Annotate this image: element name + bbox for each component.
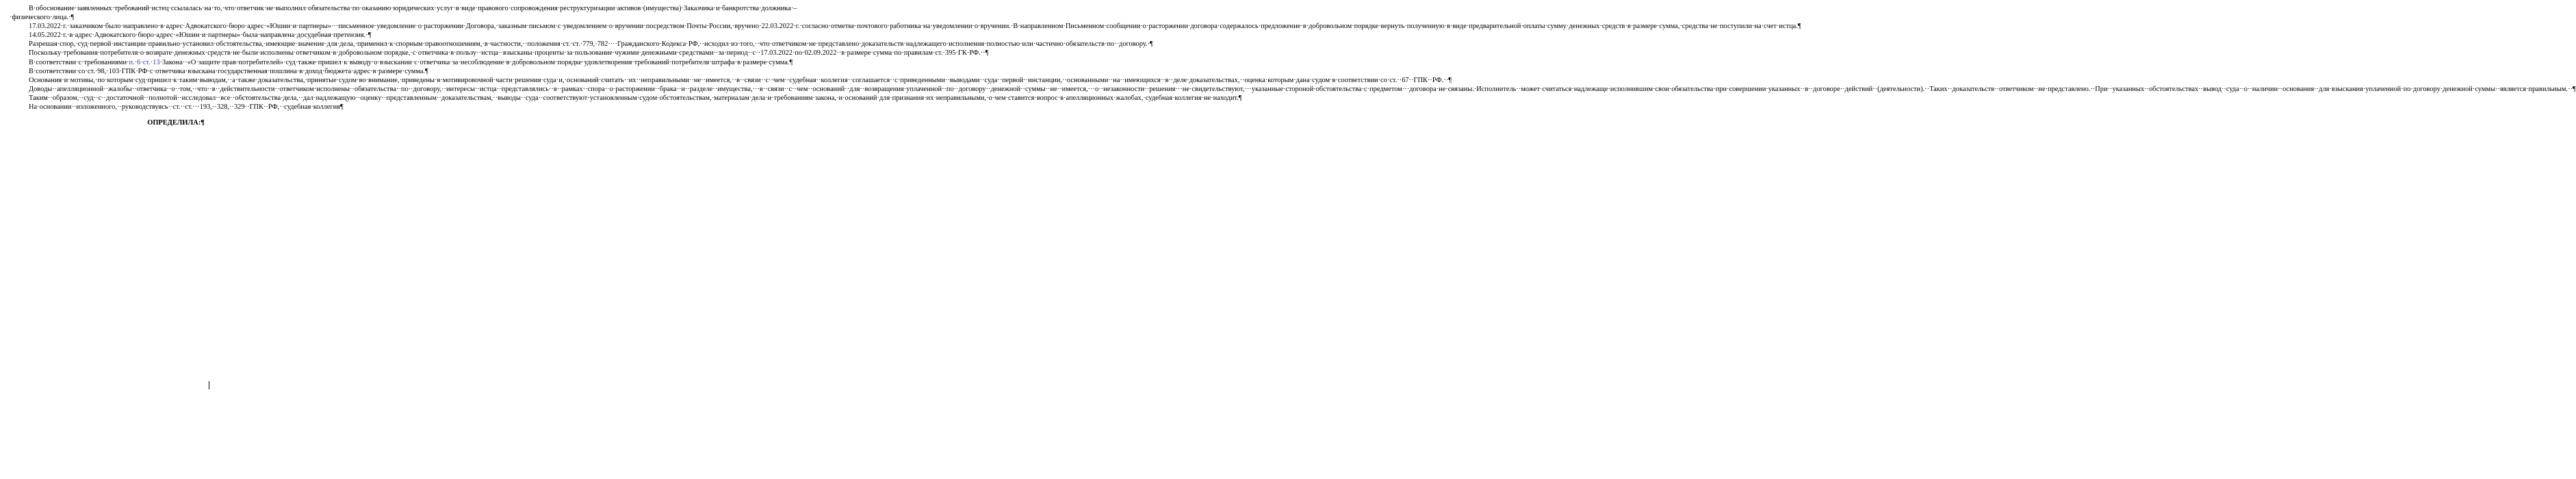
paragraph-interest: Поскольку·требования·потребителя·о·возврате·денежных·средств·не·были·исполнены·ответчиком·в·добровольном·порядке,·с·ответчика·в·пользу··истца··взысканы·проценты·за·пользование·чужими·денежными·средствами··за·период··с··17.03.2022·по·02.09.2022··в·размере·сумма·по·правилам·ст.·395·ГК·РФ.··¶ bbox=[29, 49, 989, 57]
paragraph-grounds: Основания·и·мотивы,·по·которым·суд·пришел·к·таким·выводам,··а·также·доказательства,·принятые·судом·во·внимание,·приведены·в·мотивировочной·части·решения·суда·и,·оснований·считать··их··неправильными··не··имеется,··в··связи··с··чем··судебная··коллегия··соглашается··с·приведенными··выводами··суда··первой··инстанции,··основанными··на··имеющихся··в··деле·доказательствах,··оценка·которым·дана·судом·в·соответствии·со·ст.··67··ГПК··РФ.··¶ bbox=[29, 76, 1452, 84]
fine-text-before: В·соответствии·с·требованиями· bbox=[29, 58, 129, 66]
paragraph-appeal-arguments: Доводы··апелляционной··жалобы··ответчика··о··том,··что··в··действительности··ответчиком·исполнены··обязательства··по··договору,··интересы··истца··представлялись··в··рамках··спора··о·расторжении··брака··и··разделе··имущества,···в··связи··с··чем··оснований··для··возвращения·уплаченной··по··договору··денежной··суммы··не··имеется,···о··незаконности··решения···не·свидетельствуют,···указанные·стороной·обстоятельства·с·предметом···договора·не·связаны.·Исполнитель··может·считаться·надлежаще·исполнившим·свои·обязательства·при·совершении·указанных··в··договоре··действий··(деятельности).··Таких··доказательств··ответчиком··не·представлено.··При··указанных··обстоятельствах··вывод··суда··о··наличии··основания··для·взыскания·уплаченной·по·договору·денежной·суммы··является·правильным.··¶ bbox=[29, 85, 2576, 93]
fine-text-after: ·Закона··«О·защите·прав·потребителей»·суд·также·пришел·к·выводу·о·взыскании·с·ответчика·за·несоблюдение·в·добровольном·порядке·удовлетворения·требований·потребителя·штрафа·в·размере·сумма.¶ bbox=[159, 58, 793, 66]
paragraph-fine bbox=[10, 58, 793, 67]
document-page bbox=[10, 4, 2576, 127]
paragraph-termination-notice: 17.03.2022·г.·заказчиком·было·направлено·в·адрес·Адвокатского·бюро·адрес·«Юшин·и·партнеры»···письменное·уведомление·о·расторжении·Договора,·заказным·письмом·с·уведомлением·о·вручении·посредством·Почты·России,·вручено·22.03.2022·г.·согласно·отметке·почтового·работника·на·уведомлении·о·вручении.·В·направленном·Письменном·сообщении·о·расторжении·договора·содержалось·предложение·в·добровольном·порядке·вернуть·полученную·в·виде·предварительной·оплаты·сумму·денежных·средств·в·размере·сумма,·средства·не·поступили·на·счет·истца.¶ bbox=[29, 23, 1801, 31]
paragraph-claim-basis: В·обоснование·заявленных·требований·истец·ссылалась·на·то,·что·ответчик·не·выполнил·обязательства·по·оказанию·юридических·услуг·в·виде·правового·сопровождения·реструктуризации·активов·(имущества)·Заказчика·и·банкротства·должника·–·физического·лица.·¶ bbox=[10, 5, 797, 22]
paragraph-first-instance: Разрешая·спор,·суд·первой·инстанции·правильно·установил·обстоятельства,·имеющие·значение·для·дела,·применил·к·спорным·правоотношениям,·в·частности,··положения·ст.·ст.·779,·782····Гражданского·Кодекса·РФ,··исходил·из·того,··что·ответчиком·не·представлено·доказательств·надлежащего·исполнения·полностью·или·частично·обязательств·по··договору.·¶ bbox=[29, 40, 1153, 49]
paragraph-pretrial-claim: 14.05.2022·г.·в·адрес·Адвокатского·бюро·адрес·«Юшин·и·партнеры»·была·направлена·досудебная·претензия.·¶ bbox=[29, 31, 372, 40]
paragraph-legal-basis: На·основании··изложенного,··руководствуясь··ст.··ст.···193,··328,··329··ГПК··РФ,··судебная·коллегия¶ bbox=[29, 103, 344, 112]
paragraph-conclusion: Таким··образом,··суд··с··достаточной··полнотой··исследовал··все··обстоятельства·дела,··дал·надлежащую··оценку··представленным··доказательствам,··выводы··суда··соответствуют·установленным·судом·обстоятельствам,·материалам·дела·и·требованиям·закона,·и·оснований·для·признания·их·неправильными,·о·чем·ставится·вопрос·в·апелляционных·жалобах,·судебная·коллегия·не·находит.¶ bbox=[29, 94, 1242, 102]
law-reference-link[interactable]: п.·6·ст.·13 bbox=[129, 58, 160, 66]
ruling-heading: ОПРЕДЕЛИЛА:¶ bbox=[147, 119, 205, 127]
paragraph-state-duty: В·соответствии·со·ст.·98,·103·ГПК·РФ·с·ответчика·взыскана·государственная·пошлина·в·доход·бюджета·адрес·в·размере·сумма.¶ bbox=[29, 67, 428, 75]
